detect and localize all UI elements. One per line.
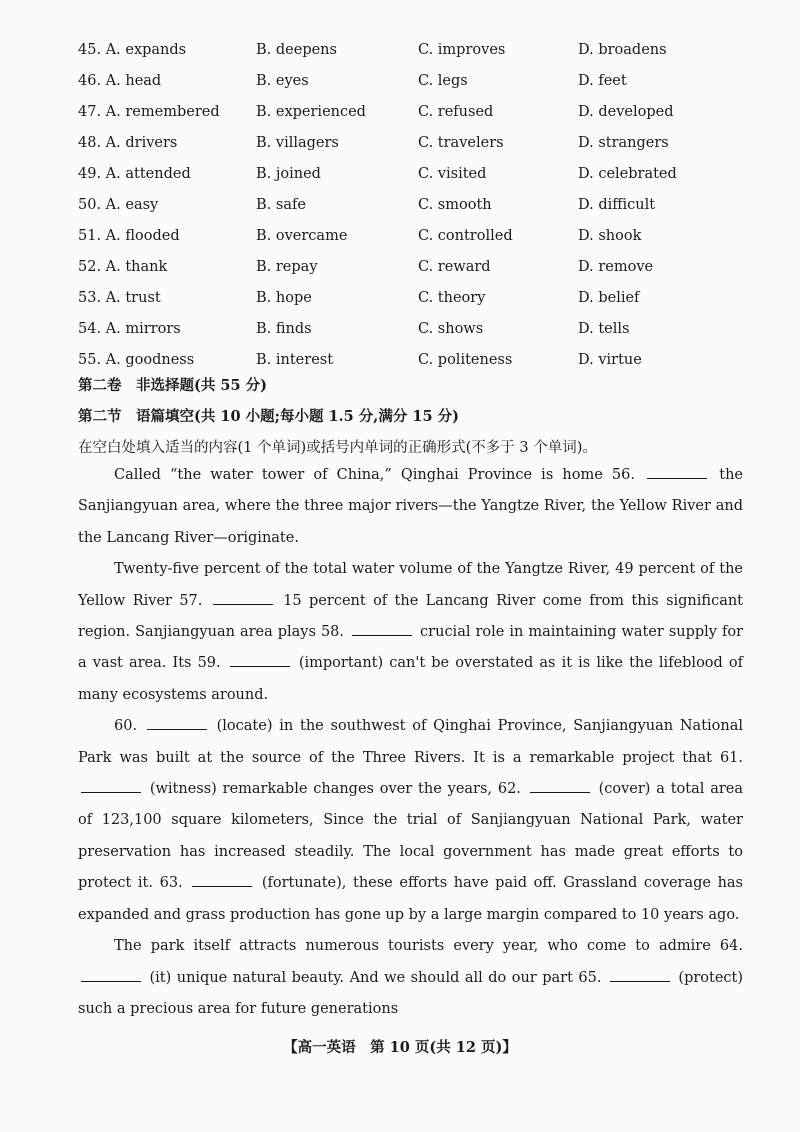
option-row-49 [78,158,758,189]
part-title: 第二卷 非选择题(共 55 分) [78,377,267,394]
option-a: 45. A. expands [78,41,187,58]
option-c: C. refused [418,103,494,120]
option-b: B. joined [256,165,321,182]
option-row-45 [78,34,758,65]
page-footer: 【高一英语 第 10 页(共 12 页)】 [283,1039,517,1056]
option-b: B. experienced [256,103,366,120]
option-a: 54. A. mirrors [78,320,181,337]
option-a: 50. A. easy [78,196,159,213]
option-row-55 [78,344,758,375]
option-b: B. hope [256,289,312,306]
option-row-48 [78,127,758,158]
option-c: C. legs [418,72,468,89]
option-b: B. repay [256,258,318,275]
option-d: D. tells [578,320,630,337]
paragraph-1: Called “the water tower of China,” Qinghai Province is home 56. the Sanjiangyuan area, where the three major rivers—the Yangtze River, the Yellow River and the Lancang River—originate. [78,460,743,554]
option-c: C. shows [418,320,484,337]
option-d: D. virtue [578,351,642,368]
answer-blank-58[interactable] [352,621,412,636]
option-d: D. celebrated [578,165,677,182]
answer-blank-60[interactable] [147,715,207,730]
option-c: C. improves [418,41,506,58]
multiple-choice-options [78,34,758,375]
option-b: B. deepens [256,41,337,58]
answer-blank-63[interactable] [192,872,252,887]
paragraph-3: 60. (locate) in the southwest of Qinghai Province, Sanjiangyuan National Park was built at the source of the Three Rivers. It is a remarkable project that 61. (witness) remarkable changes over the years, 62. (cover) a total area of 123,100 square kilometers, Since the trial of Sanjiangyuan National Park, water preservation has increased steadily. The local government has made great efforts to protect it. 63. (fortunate), these efforts have paid off. Grassland coverage has expanded and grass production has gone up by a large margin compared to 10 years ago. [78,711,743,931]
option-c: C. controlled [418,227,513,244]
answer-blank-64[interactable] [81,967,141,982]
option-a: 53. A. trust [78,289,161,306]
option-c: C. visited [418,165,487,182]
answer-blank-61[interactable] [81,778,141,793]
option-b: B. villagers [256,134,339,151]
option-b: B. overcame [256,227,348,244]
option-row-52 [78,251,758,282]
option-d: D. feet [578,72,627,89]
option-b: B. eyes [256,72,309,89]
option-d: D. belief [578,289,640,306]
option-c: C. reward [418,258,491,275]
option-row-54 [78,313,758,344]
answer-blank-56[interactable] [647,464,707,479]
option-b: B. safe [256,196,306,213]
option-row-46 [78,65,758,96]
instruction-text: 在空白处填入适当的内容(1 个单词)或括号内单词的正确形式(不多于 3 个单词)。 [78,440,597,456]
answer-blank-59[interactable] [230,652,290,667]
option-a: 55. A. goodness [78,351,195,368]
option-b: B. finds [256,320,312,337]
paragraph-2: Twenty-five percent of the total water volume of the Yangtze River, 49 percent of the Yellow River 57. 15 percent of the Lancang River come from this significant region. Sanjiangyuan area plays 58. crucial role in maintaining water supply for a vast area. Its 59. (important) can't be overstated as it is like the lifeblood of many ecosystems around. [78,561,744,703]
option-d: D. broadens [578,41,667,58]
option-a: 52. A. thank [78,258,168,275]
option-row-50 [78,189,758,220]
answer-blank-62[interactable] [530,778,590,793]
subsection-title: 第二节 语篇填空(共 10 小题;每小题 1.5 分,满分 15 分) [78,408,459,425]
option-b: B. interest [256,351,334,368]
option-a: 51. A. flooded [78,227,180,244]
answer-blank-65[interactable] [610,967,670,982]
option-d: D. developed [578,103,674,120]
option-a: 47. A. remembered [78,103,220,120]
option-d: D. shook [578,227,642,244]
option-row-53 [78,282,758,313]
option-d: D. strangers [578,134,669,151]
option-row-47 [78,96,758,127]
option-a: 48. A. drivers [78,134,178,151]
option-row-51 [78,220,758,251]
option-d: D. difficult [578,196,656,213]
option-c: C. travelers [418,134,504,151]
option-c: C. smooth [418,196,492,213]
option-c: C. politeness [418,351,513,368]
option-a: 46. A. head [78,72,162,89]
paragraph-4: The park itself attracts numerous tourists every year, who come to admire 64. (it) unique natural beauty. And we should all do our part 65. (protect) such a precious area for future generations [78,938,744,1017]
option-a: 49. A. attended [78,165,191,182]
cloze-passage [78,460,743,1025]
option-d: D. remove [578,258,654,275]
option-c: C. theory [418,289,486,306]
answer-blank-57[interactable] [213,590,273,605]
